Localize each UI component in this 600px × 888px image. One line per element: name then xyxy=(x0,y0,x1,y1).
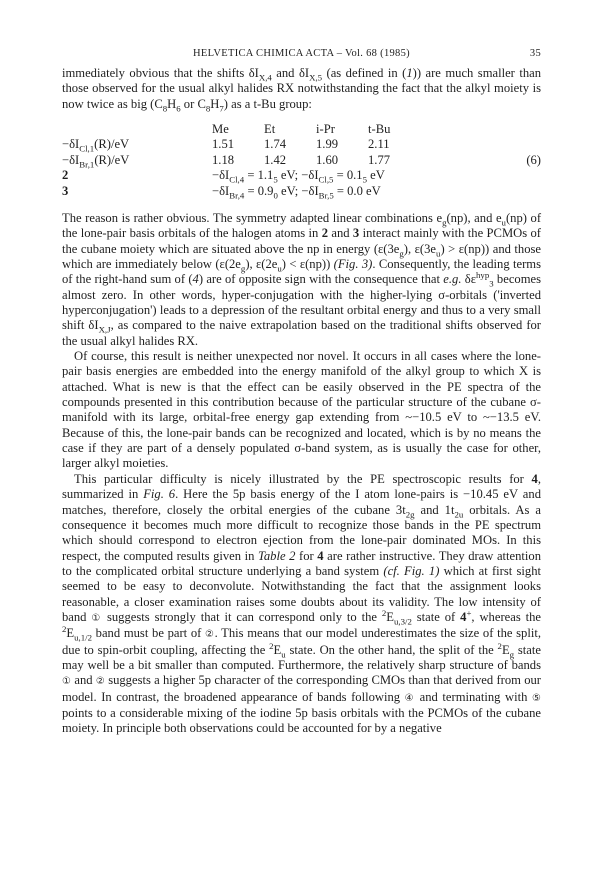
band-marker: ② xyxy=(205,629,215,641)
journal-title: HELVETICA CHIMICA ACTA – Vol. 68 (1985) xyxy=(193,48,410,59)
column-header: Me xyxy=(212,122,229,137)
table-cell: 1.51 xyxy=(212,137,235,152)
column-header: i-Pr xyxy=(316,122,335,137)
table-row xyxy=(62,153,541,168)
running-header xyxy=(62,48,541,66)
figure-reference: (cf. Fig. 1) xyxy=(383,563,440,578)
table-cell: 1.18 xyxy=(212,152,235,167)
table-reference: Table 2 xyxy=(258,548,296,563)
table-row xyxy=(62,168,541,183)
table-cell: $-\delta I_{Br,4} = 0.9_0$ eV; $-\delta I_{Br,5} = 0.0$ eV xyxy=(212,183,381,201)
paragraph-2: The reason is rather obvious. The symmetry adapted linear combinations $e_g(np)$, and $e_u(np)$ of the lone-pair basis orbitals of the halogen atoms in 2 and 3 interact mainly with the PCMOs of the cubane moiety which are situated above the np in energy ($\varepsilon(3e_g)$, $\varepsilon(3e_u) > \varepsilon(np)$) and those which are immediately below ($\varepsilon(2e_g)$, $\varepsilon(2e_u) < \varepsilon(np)$) (Fig. 3). Consequently, the leading terms of the right-hand sum of (4) are of opposite sign with the consequence that e.g. $\delta\varepsilon^{hyp}_3$ becomes almost zero. In other words, hyper-conjugation with the higher-lying σ-orbitals ('inverted hyperconjugation') leads to a depression of the resultant orbital energy and thus to a very small shift $\delta I_{X,J}$, as compared to the naive extrapolation based on the traditional shifts observed for the usual alkyl halides RX. xyxy=(62,210,542,348)
paragraph-4: This particular difficulty is nicely illustrated by the PE spectroscopic results for 4, summarized in Fig. 6. Here the 5p basis energy of the I atom lone-pairs is −10.45 eV and matches, therefore, closely the orbital energies of the cubane $3t_{2g}$ and $1t_{2u}$ orbitals. As a consequence it becomes much more difficult to recognize those bands in the PE spectrum which should correspond to electron ejection from the lone-pair dominated MOs. In this respect, the computed results given in Table 2 for 4 are rather instructive. They draw attention to the complicated orbital structure underlying a band system (cf. Fig. 1) which at first sight seemed to be easy to deconvolute. Notwithstanding the fact that the assignment looks reasonable, a closer examination raises some doubts about its validity. The low intensity of band ① suggests strongly that it can correspond only to the $^2E_{u,3/2}$ state of 4+, whereas the $^2E_{u,1/2}$ band must be part of ②. This means that our model underestimates the size of the split, due to spin-orbit coupling, affecting the $^2E_u$ state. On the other hand, the split of the $^2E_g$ state may well be a bit smaller than computed. Furthermore, the relatively sharp structure of bands ① and ② suggests a higher 5p character of the corresponding CMOs than that derived from our model. In contrast, the broadened appearance of bands following ④ and terminating with ⑤ points to a considerable mixing of the iodine 5p basis orbitals with the PCMOs of the cubane moiety. In principle both observations could be accounted for by a negative xyxy=(62,471,542,736)
figure-reference: (Fig. 3) xyxy=(333,257,373,272)
column-header: t-Bu xyxy=(368,122,391,137)
band-marker: ① xyxy=(62,676,72,688)
paragraph-3: Of course, this result is neither unexpected nor novel. It occurs in all cases where the lone-pair basis energies are embedded into the energy manifold of the alkyl group to which X is attached. What is new is that the effect can be easily observed in the PE spectra of the compounds presented in this contribution because of the particular structure of the cubane σ-manifold with its large, orbital-free energy gap extending from ~−10.5 eV to ~−13.5 eV. Because of this, the lone-pair bands can be recognized and located, which is by no means the case if they are part of a densely populated σ-band system, as is usually the case for other, larger alkyl moieties. xyxy=(62,349,541,471)
band-marker: ⑤ xyxy=(532,692,541,704)
equation-number: (6) xyxy=(526,152,541,167)
table-cell: 1.74 xyxy=(264,137,287,152)
column-header: Et xyxy=(264,122,276,137)
compound-number: 3 xyxy=(62,183,69,198)
figure-reference: Fig. 6 xyxy=(143,487,176,502)
table-cell: 1.99 xyxy=(316,137,339,152)
paragraph-1: immediately obvious that the shifts $\delta I_{X,4}$ and $\delta I_{X,5}$ (as defined in (1)) are much smaller than those observed for the usual alkyl halides RX notwithstanding the fact that the alkyl moiety is now twice as big ($C_8H_6$ or $C_8H_7$) as a t-Bu group: xyxy=(62,66,542,114)
table-cell: $-\delta I_{Cl,4} = 1.1_5$ eV; $-\delta I_{Cl,5} = 0.1_5$ eV xyxy=(212,168,385,185)
compound-number: 2 xyxy=(62,168,69,183)
journal-page xyxy=(62,48,541,737)
page-number: 35 xyxy=(529,48,541,59)
table-row xyxy=(62,184,541,199)
table-cell: 1.77 xyxy=(368,152,391,167)
table-row xyxy=(62,137,541,152)
row-label: $-\delta I_{Cl,1}(R)/eV$ xyxy=(62,137,130,154)
band-marker: ① xyxy=(91,612,103,624)
table-cell: 1.60 xyxy=(316,152,339,167)
band-marker: ② xyxy=(95,676,105,688)
table-header-row xyxy=(62,122,541,137)
shift-table xyxy=(62,122,541,199)
band-marker: ④ xyxy=(404,692,416,704)
table-cell: 1.42 xyxy=(264,152,287,167)
table-cell: 2.11 xyxy=(368,137,390,152)
row-label: $-\delta I_{Br,1}(R)/eV$ xyxy=(62,152,130,170)
